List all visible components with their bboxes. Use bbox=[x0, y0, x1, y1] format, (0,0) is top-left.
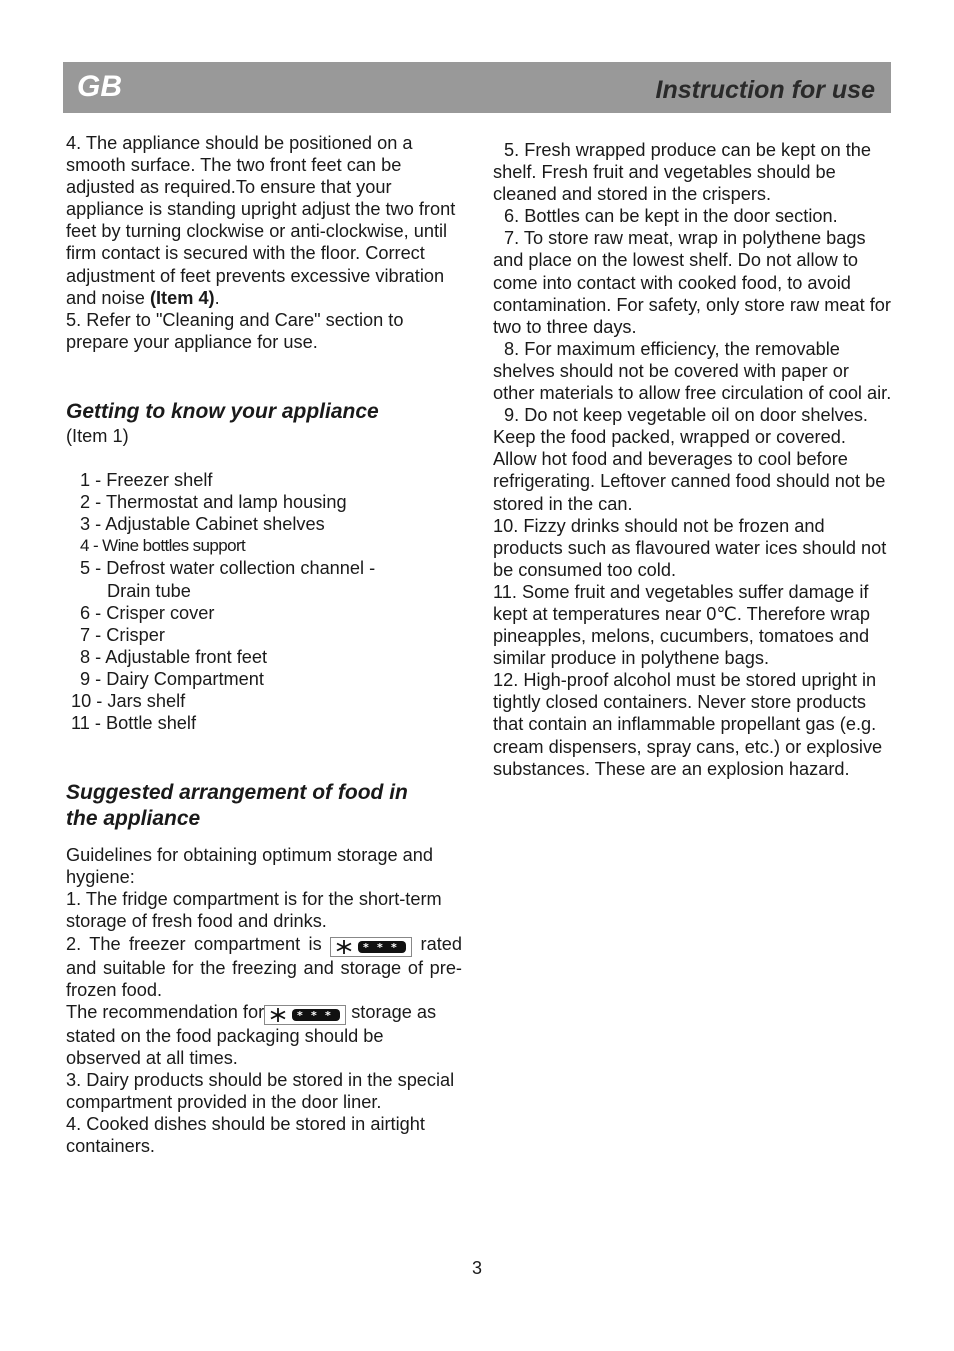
fridge-paragraph: 1. The fridge compartment is for the short-term storage of fresh food and drinks. bbox=[66, 889, 442, 932]
language-code: GB bbox=[77, 70, 122, 103]
item-1-ref: (Item 1) bbox=[66, 425, 129, 446]
left-column bbox=[66, 132, 462, 1157]
header-bar bbox=[63, 62, 891, 113]
right-column bbox=[493, 139, 893, 780]
storage-paragraph: 10. Fizzy drinks should not be frozen and products such as flavoured water ices should not be consumed too cold. bbox=[493, 515, 887, 580]
storage-paragraph: 9. Do not keep vegetable oil on door shelves. Keep the food packed, wrapped or covered. Allow hot food and beverages to cool before refrigerating. Leftover canned food should not be stored in the can. bbox=[493, 405, 886, 514]
storage-paragraph: 12. High-proof alcohol must be stored upright in tightly closed containers. Never store products that contain an inflammable propellant gas (e.g. cream dispensers, spray cans, etc.) or explosive substances. These are an explosion hazard. bbox=[493, 670, 883, 779]
list-item: 6 - Crisper cover bbox=[80, 602, 215, 623]
dairy-paragraph: 3. Dairy products should be stored in the special compartment provided in the door liner. bbox=[66, 1069, 455, 1112]
cooked-dishes-paragraph: 4. Cooked dishes should be stored in airtight containers. bbox=[66, 1114, 425, 1157]
section-heading-getting-to-know: Getting to know your appliance bbox=[66, 399, 379, 423]
guidelines-paragraph: Guidelines for obtaining optimum storage and hygiene: bbox=[66, 845, 434, 888]
svg-text:*: * bbox=[297, 1008, 303, 1022]
page-title: Instruction for use bbox=[655, 76, 875, 104]
list-item: 5 - Defrost water collection channel - bbox=[80, 558, 376, 579]
four-star-freezer-icon bbox=[330, 937, 412, 957]
storage-paragraph: 7. To store raw meat, wrap in polythene bags and place on the lowest shelf. Do not allow to come into contact with cooked food, to avoid contamination. For safety, only store raw meat for two to three days. bbox=[493, 228, 891, 337]
svg-text:*: * bbox=[311, 1008, 317, 1022]
positioning-paragraph: 4. The appliance should be positioned on a smooth surface. The two front feet can be adjusted as required.To ensure that your appliance is standing upright adjust the two front feet by turning clockwise or anti-clockwise, until firm contact is secured with the floor. Correct adjustment of feet prevents excessive vibration and noise (Item 4). bbox=[66, 133, 456, 308]
page-number: 3 bbox=[471, 1258, 482, 1278]
parts-list bbox=[66, 469, 462, 734]
list-item: 10 - Jars shelf bbox=[71, 690, 186, 711]
list-item: 7 - Crisper bbox=[80, 624, 165, 645]
list-item: 4 - Wine bottles support bbox=[80, 536, 246, 556]
list-item: Drain tube bbox=[107, 580, 191, 601]
list-item: 3 - Adjustable Cabinet shelves bbox=[80, 514, 325, 535]
list-item: 11 - Bottle shelf bbox=[71, 713, 197, 734]
storage-paragraph: 6. Bottles can be kept in the door section. bbox=[504, 206, 838, 227]
storage-paragraph: 11. Some fruit and vegetables suffer damage if kept at temperatures near 0℃. Therefore wrap pineapples, melons, cucumbers, tomatoes and similar produce in polythene bags. bbox=[493, 581, 870, 669]
storage-paragraph: 5. Fresh wrapped produce can be kept on the shelf. Fresh fruit and vegetables should be cleaned and stored in the crispers. bbox=[493, 140, 872, 205]
section-heading-arrangement: Suggested arrangement of food in the appliance bbox=[66, 781, 408, 831]
four-star-freezer-icon bbox=[264, 1005, 346, 1025]
cleaning-paragraph: 5. Refer to "Cleaning and Care" section to prepare your appliance for use. bbox=[66, 309, 404, 352]
svg-text:*: * bbox=[391, 940, 397, 954]
recommendation-paragraph: The recommendation for * * * storage as stated on the food packaging should be observed at all times. bbox=[66, 1001, 437, 1068]
svg-text:*: * bbox=[325, 1008, 331, 1022]
svg-text:*: * bbox=[377, 940, 383, 954]
list-item: 9 - Dairy Compartment bbox=[80, 668, 264, 689]
storage-paragraph: 8. For maximum efficiency, the removable shelves should not be covered with paper or other materials to allow free circulation of cool air. bbox=[493, 338, 892, 404]
list-item: 8 - Adjustable front feet bbox=[80, 646, 268, 667]
list-item: 2 - Thermostat and lamp housing bbox=[80, 492, 347, 513]
list-item: 1 - Freezer shelf bbox=[80, 470, 213, 491]
svg-text:*: * bbox=[363, 940, 369, 954]
freezer-paragraph: 2. The freezer compartment is * * * rated and suitable for the freezing and storage of pre-frozen food. bbox=[66, 933, 463, 1000]
item-4-ref: (Item 4) bbox=[149, 287, 215, 308]
